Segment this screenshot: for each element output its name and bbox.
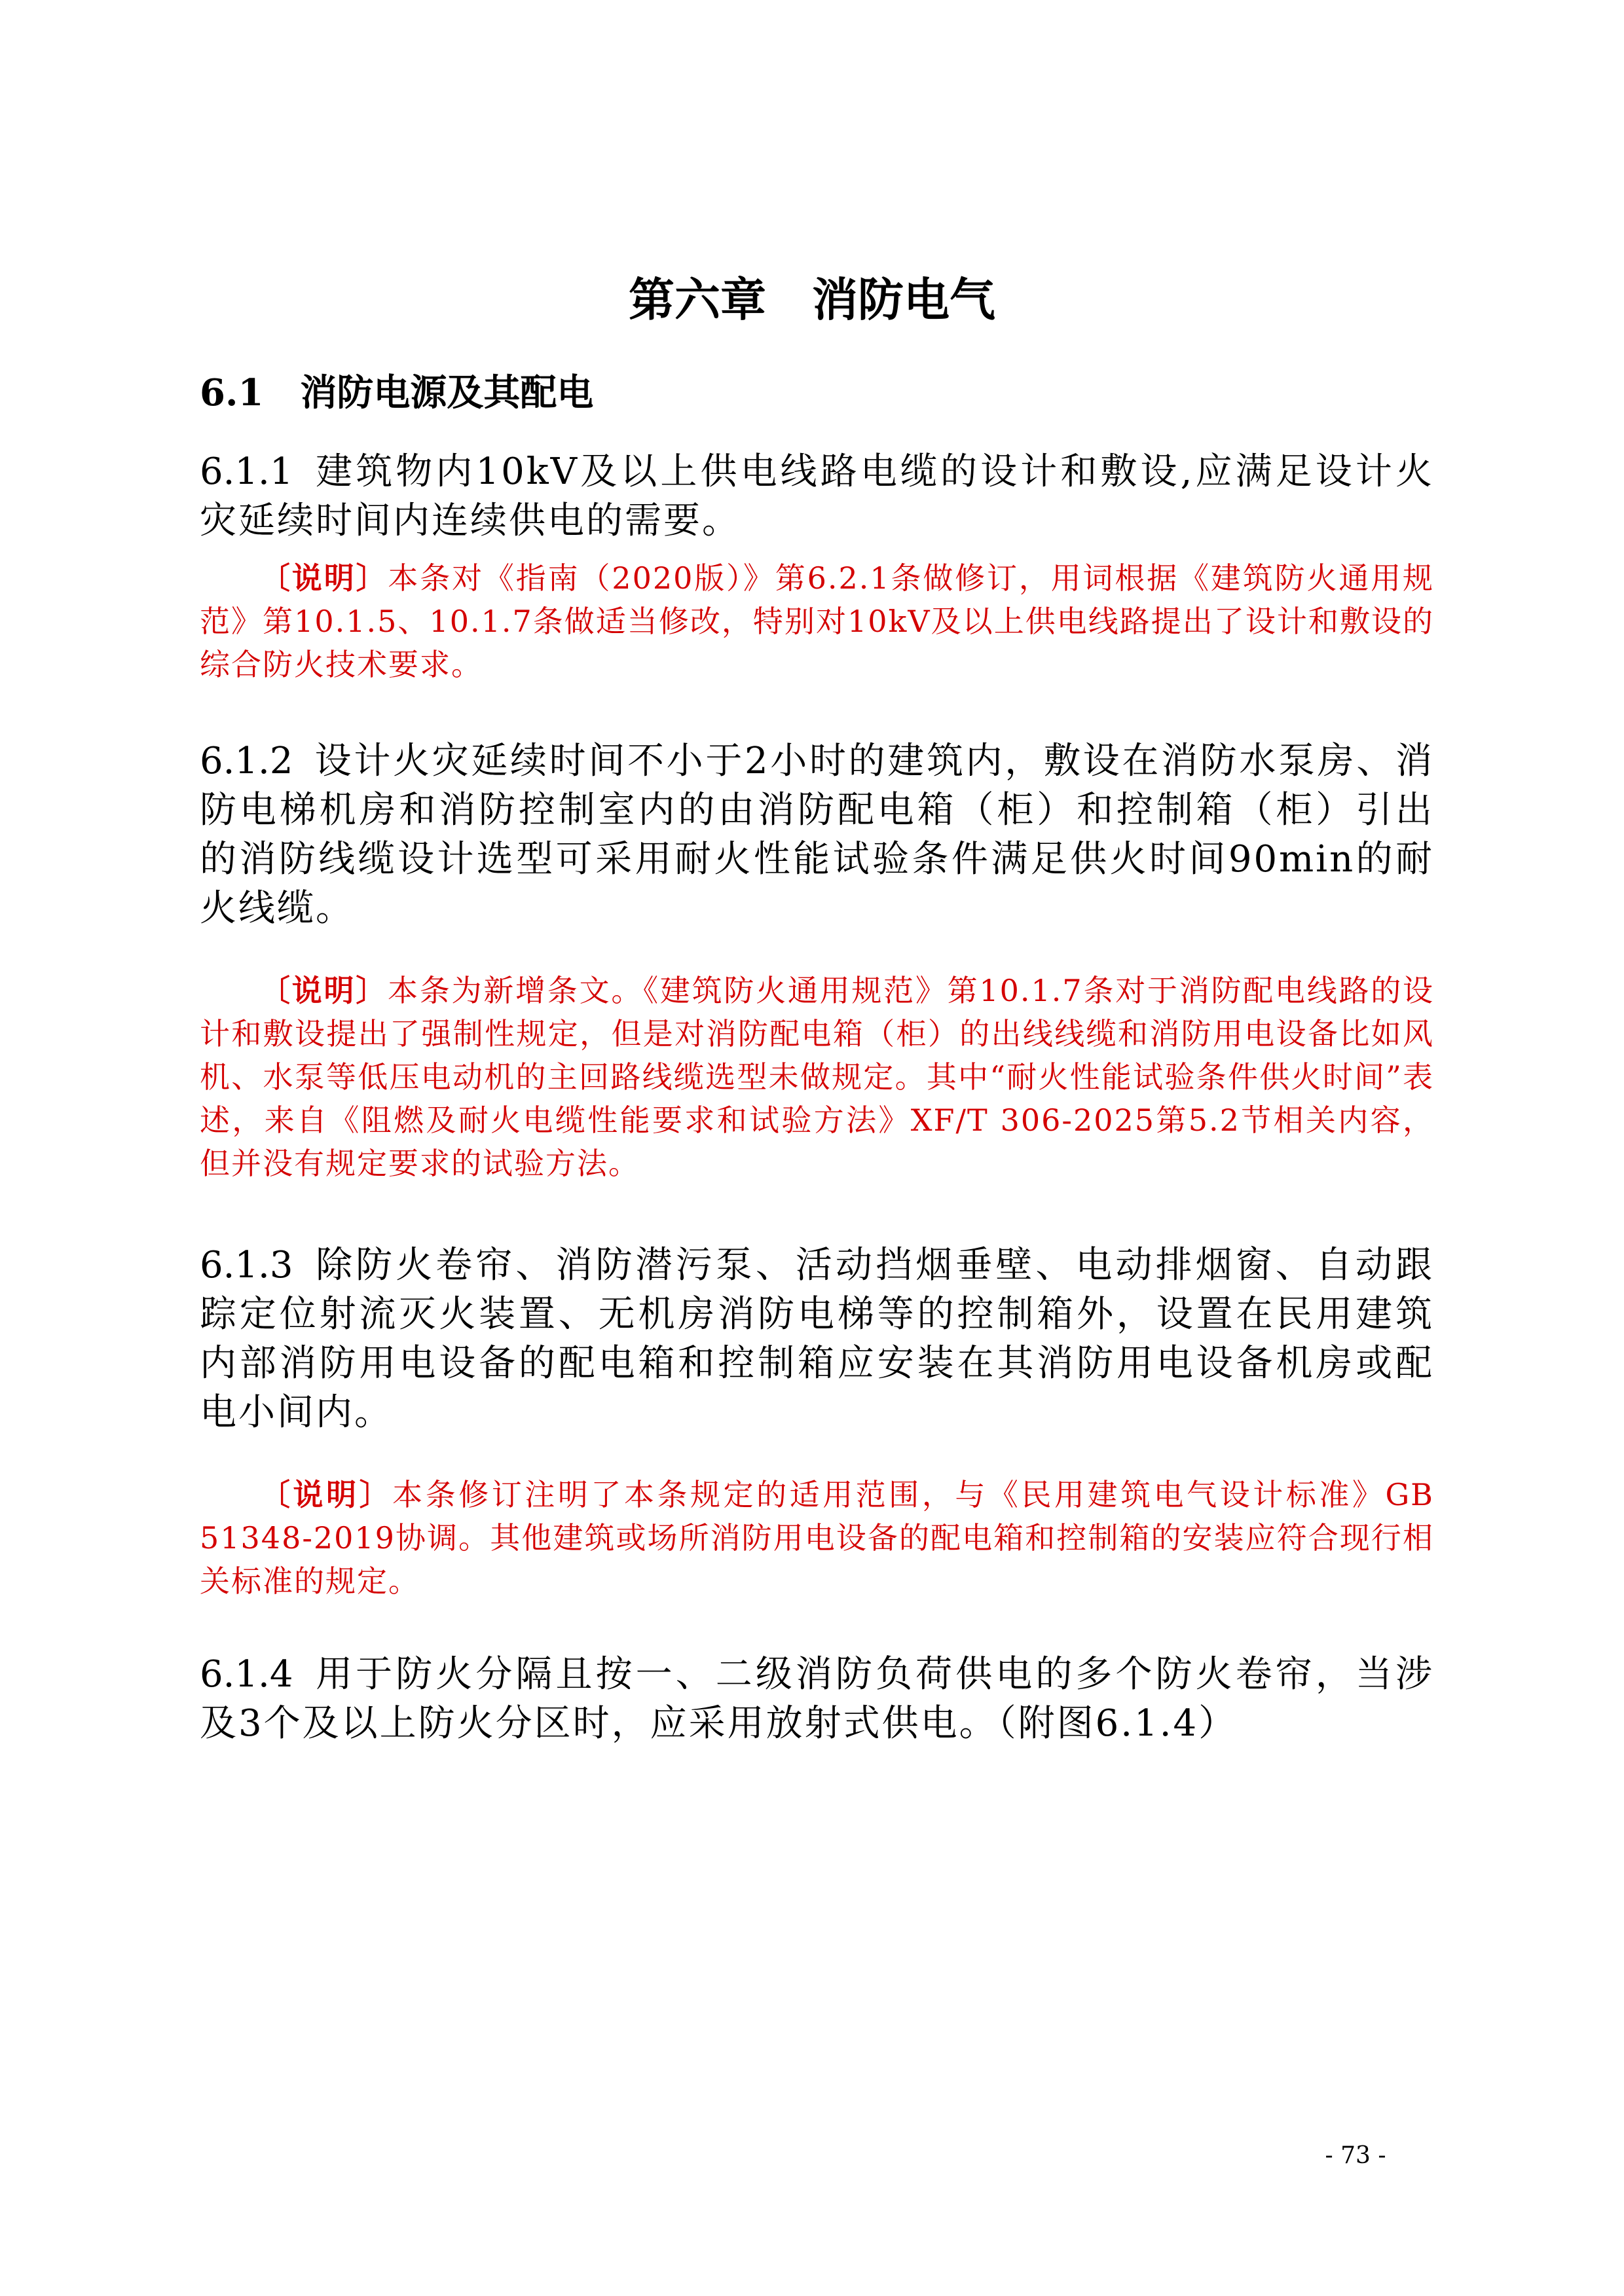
clause-number: 6.1.4 — [200, 1653, 293, 1696]
clause-6-1-1 — [200, 447, 1434, 545]
note-text: 本条修订注明了本条规定的适用范围，与《民用建筑电气设计标准》GB 51348-2019协调。其他建筑或场所消防用电设备的配电箱和控制箱的安装应符合现行相关标准的规定。 — [200, 1477, 1434, 1599]
note-tag: 〔说明〕 — [260, 560, 388, 596]
clause-text: 建筑物内10kV及以上供电线路电缆的设计和敷设,应满足设计火灾延续时间内连续供电的需要。 — [200, 450, 1434, 542]
clause-number: 6.1.2 — [200, 740, 293, 782]
note-6-1-1 — [200, 556, 1434, 686]
clause-text: 除防火卷帘、消防潜污泵、活动挡烟垂壁、电动排烟窗、自动跟踪定位射流灭火装置、无机房消防电梯等的控制箱外，设置在民用建筑内部消防用电设备的配电箱和控制箱应安装在其消防用电设备机房或配电小间内。 — [200, 1244, 1434, 1434]
note-6-1-3 — [200, 1473, 1434, 1603]
chapter-title: 第六章 消防电气 — [629, 272, 995, 327]
section-title: 6.1 消防电源及其配电 — [200, 371, 594, 414]
clause-text: 设计火灾延续时间不小于2小时的建筑内，敷设在消防水泵房、消防电梯机房和消防控制室内的由消防配电箱（柜）和控制箱（柜）引出的消防线缆设计选型可采用耐火性能试验条件满足供火时间90min的耐火线缆。 — [200, 740, 1434, 930]
clause-number: 6.1.3 — [200, 1244, 293, 1286]
note-text: 本条对《指南（2020版）》第6.2.1条做修订，用词根据《建筑防火通用规范》第10.1.5、10.1.7条做适当修改，特别对10kV及以上供电线路提出了设计和敷设的综合防火技术要求。 — [200, 560, 1434, 682]
clause-6-1-4 — [200, 1650, 1434, 1748]
note-6-1-2 — [200, 969, 1434, 1185]
note-tag: 〔说明〕 — [260, 1477, 393, 1512]
clause-text: 用于防火分隔且按一、二级消防负荷供电的多个防火卷帘，当涉及3个及以上防火分区时，应采用放射式供电。（附图6.1.4） — [200, 1653, 1434, 1745]
clause-6-1-3 — [200, 1241, 1434, 1437]
clause-number: 6.1.1 — [200, 450, 293, 493]
clause-6-1-2 — [200, 737, 1434, 933]
page-number: - 73 - — [1325, 2142, 1386, 2169]
note-tag: 〔说明〕 — [260, 973, 388, 1008]
note-text: 本条为新增条文。《建筑防火通用规范》第10.1.7条对于消防配电线路的设计和敷设提出了强制性规定，但是对消防配电箱（柜）的出线线缆和消防用电设备比如风机、水泵等低压电动机的主回路线缆选型未做规定。其中“耐火性能试验条件供火时间”表述，来自《阻燃及耐火电缆性能要求和试验方法》XF/T 306-2025第5.2节相关内容，但并没有规定要求的试验方法。 — [200, 973, 1435, 1181]
